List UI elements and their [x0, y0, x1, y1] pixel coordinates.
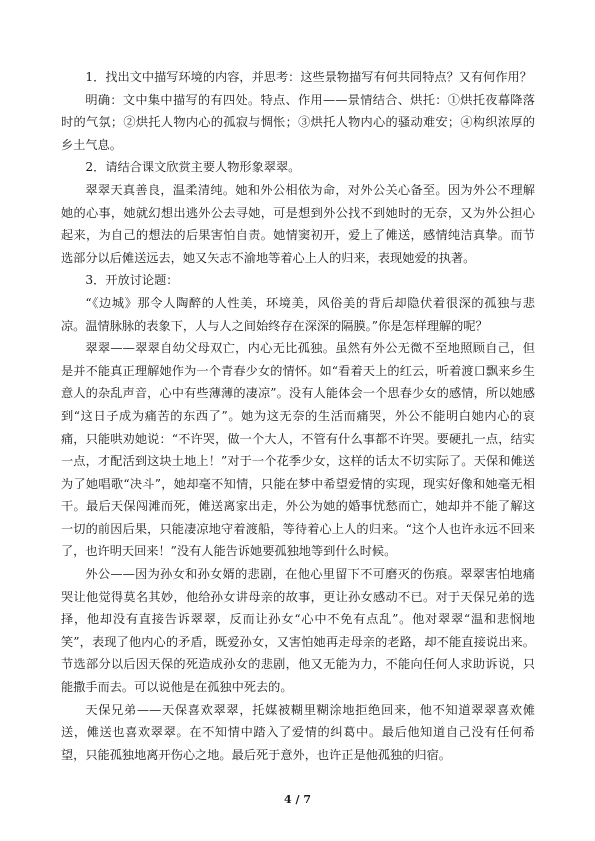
question-1: 1．找出文中描写环境的内容，并思考：这些景物描写有何共同特点？又有何作用？ [85, 70, 532, 84]
document-body [61, 66, 535, 766]
answer-2: 翠翠天真善良，温柔清纯。她和外公相依为命，对外公关心备至。因为外公不理解她的心事，她就幻想出逃外公去寻她，可是想到外公找不到她时的无奈，又为外公担心起来，为自己的想法的后果害怕自责。她情窦初开，爱上了傩送，感情纯洁真挚。而节选部分以后傩送远去，她又矢志不渝地等着心上人的归来，表现她爱的执著。 [61, 182, 535, 265]
answer-1: 明确：文中集中描写的有四处。特点、作用——景情结合、烘托：①烘托夜幕降落时的气氛；②烘托人物内心的孤寂与惆怅；③烘托人物内心的骚动难安；④构织浓厚的乡土气息。 [61, 92, 535, 152]
question-3: 3．开放讨论题： [85, 273, 179, 288]
discussion-prompt: “《边城》那令人陶醉的人性美，环境美，风俗美的背后却隐伏着很深的孤独与悲凉。温情脉脉的表象下，人与人之间始终存在深深的隔膜。”你是怎样理解的呢？ [61, 295, 535, 333]
analysis-tianbao-brothers: 天保兄弟——天保喜欢翠翠，托媒被糊里糊涂地拒绝回来，他不知道翠翠喜欢傩送，傩送也喜欢翠翠。在不知情中踏入了爱情的纠葛中。最后他知道自己没有任何希望，只能孤独地离开伤心之地。最后死于意外，也许正是他孤独的归宿。 [61, 702, 535, 762]
analysis-cuicui: 翠翠——翠翠自幼父母双亡，内心无比孤独。虽然有外公无微不至地照顾自己，但是并不能真正理解她作为一个青春少女的情怀。如“看着天上的红云，听着渡口飘来乡生意人的杂乱声音，心中有些薄薄的凄凉”。没有人能体会一个思春少女的感情，所以她感到“这日子成为痛苦的东西了”。她为这无奈的生活而痛哭，外公不能明白她内心的哀痛，只能哄劝她说：“不许哭，做一个大人，不管有什么事都不许哭。要硬扎一点，结实一点，才配活到这块土地上！”对于一个花季少女，这样的话太不切实际了。天保和傩送为了她唱歌“决斗”，她却毫不知情，只能在梦中希望爱情的实现，现实好像和她毫无相干。最后天保闯滩而死，傩送离家出走，外公为她的婚事忧愁而亡，她却并不能了解这一切的前因后果，只能凄凉地守着渡船，等待着心上人的归来。“这个人也许永远不回来了，也许明天回来！”没有人能告诉她要孤独地等到什么时候。 [61, 341, 535, 559]
analysis-grandfather: 外公——因为孙女和孙女婿的悲剧，在他心里留下不可磨灭的伤痕。翠翠害怕地痛哭让他觉得莫名其妙，他给孙女讲母亲的故事，更让孙女感动不已。对于天保兄弟的选择，他却没有直接告诉翠翠，反而让孙女“心中不免有点乱”。他对翠翠“温和悲悯地笑”，表现了他内心的矛盾，既爱孙女，又害怕她再走母亲的老路，却不能直接说出来。节选部分以后因天保的死造成孙女的悲剧，他又无能为力，不能向任何人求助诉说，只能撒手而去。可以说他是在孤独中死去的。 [61, 567, 535, 695]
question-2: 2．请结合课文欣赏主要人物形象翠翠。 [85, 160, 301, 175]
page-number: 4 / 7 [284, 793, 311, 806]
